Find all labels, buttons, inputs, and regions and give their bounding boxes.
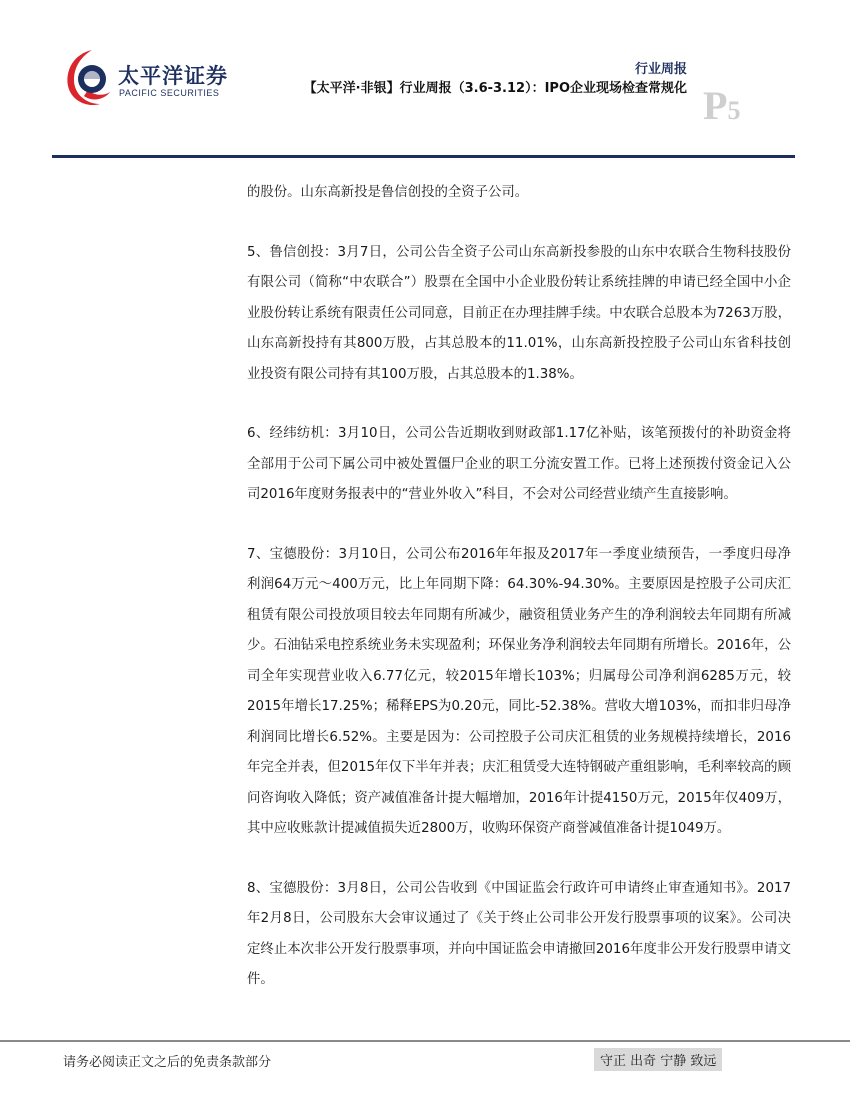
- header-divider: [52, 155, 795, 158]
- paragraph-item-5: 5、鲁信创投：3月7日，公司公告全资子公司山东高新投参股的山东中农联合生物科技股份有限公司（简称“中农联合”）股票在全国中小企业股份转让系统挂牌的申请已经全国中小企业股份转让系统有限责任公司同意，目前正在办理挂牌手续。中农联合总股本为7263万股，山东高新投持有其800万股，占其总股本的11.01%，山东高新投控股子公司山东省科技创业投资有限公司持有其100万股，占其总股本的1.38%。: [247, 244, 791, 382]
- page-number-value: 5: [727, 96, 741, 125]
- page-number: [703, 82, 740, 129]
- logo-chinese-name: 太平洋证券: [118, 64, 228, 88]
- report-type-label: 行业周报: [634, 62, 687, 77]
- report-body: [247, 178, 791, 1025]
- paragraph-item-7: 7、宝德股份：3月10日，公司公布2016年年报及2017年一季度业绩预告，一季度归母净利润64万元～400万元，比上年同期下降：64.30%-94.30%。主要原因是控股子公司庆汇租赁有限公司投放项目较去年同期有所减少，融资租赁业务产生的净利润较去年同期有所减少。石油钻采电控系统业务未实现盈利；环保业务净利润较去年同期有所增长。2016年，公司全年实现营业收入6.77亿元，较2015年增长103%；归属母公司净利润6285万元，较2015年增长17.25%；稀释EPS为0.20元，同比-52.38%。营收大增103%，而扣非归母净利润同比增长6.52%。主要是因为：公司控股子公司庆汇租赁的业务规模持续增长，2016年完全并表，但2015年仅下半年并表；庆汇租赁受大连特钢破产重组影响，毛利率较高的顾问咨询收入降低；资产减值准备计提大幅增加，2016年计提4150万元，2015年仅409万，其中应收账款计提减值损失近2800万，收购环保资产商誉减值准备计提1049万。: [247, 546, 791, 836]
- paragraph-item-8: 8、宝德股份：3月8日，公司公告收到《中国证监会行政许可申请终止审查通知书》。2017年2月8日，公司股东大会审议通过了《关于终止公司非公开发行股票事项的议案》。公司决定终止本次非公开发行股票事项，并向中国证监会申请撤回2016年度非公开发行股票申请文件。: [247, 880, 791, 987]
- pacific-securities-logo-icon: [62, 46, 114, 108]
- paragraph-continuation: 的股份。山东高新投是鲁信创投的全资子公司。: [247, 185, 529, 200]
- report-title: 【太平洋·非银】行业周报（3.6-3.12）：IPO企业现场检查常规化: [303, 81, 687, 96]
- footer-divider: [0, 1040, 850, 1042]
- company-logo: [62, 46, 292, 116]
- page-prefix: P: [703, 83, 728, 128]
- paragraph-item-6: 6、经纬纺机：3月10日，公司公告近期收到财政部1.17亿补贴，该笔预拨付的补助资金将全部用于公司下属公司中被处置僵尸企业的职工分流安置工作。已将上述预拨付资金记入公司2016年度财务报表中的“营业外收入”科目，不会对公司经营业绩产生直接影响。: [247, 426, 791, 502]
- footer-disclaimer: 请务必阅读正文之后的免责条款部分: [63, 1055, 272, 1070]
- footer-motto: 守正 出奇 宁静 致远: [594, 1048, 722, 1071]
- logo-english-name: PACIFIC SECURITIES: [119, 88, 220, 98]
